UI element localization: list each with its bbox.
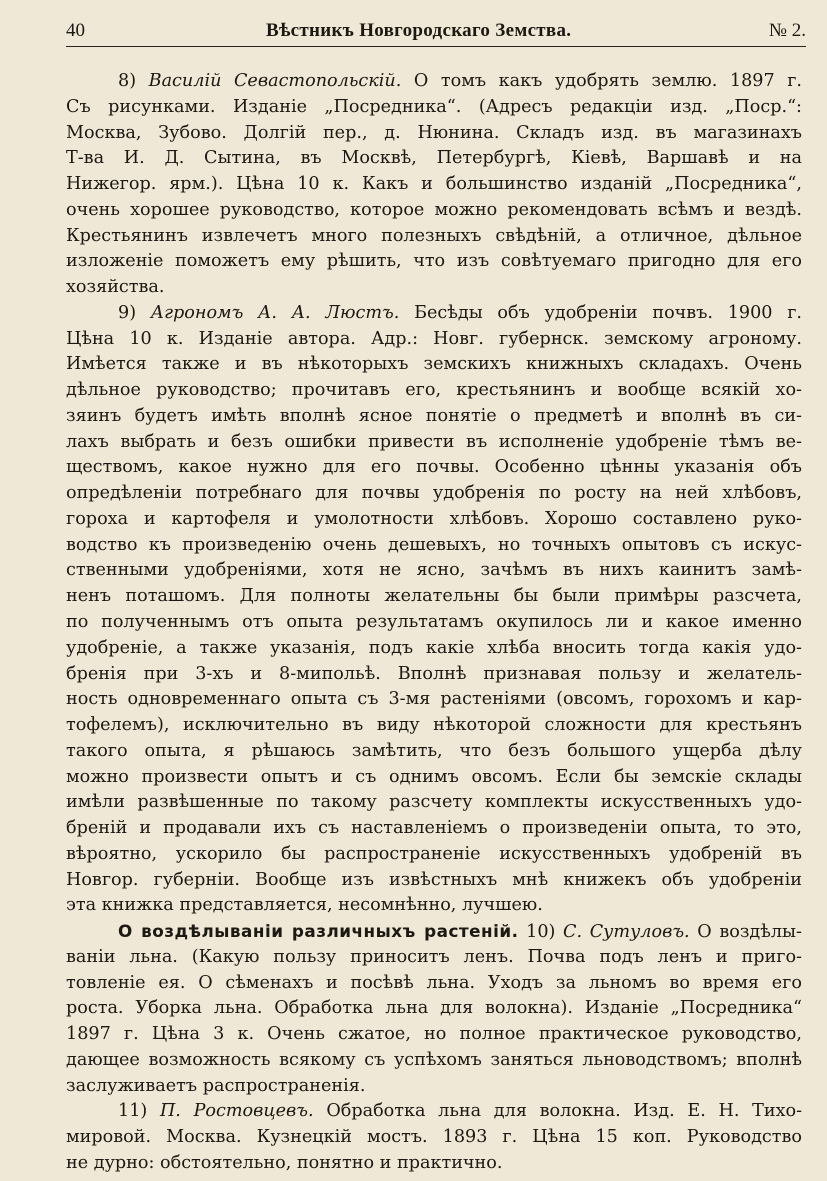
entry-9-line-6: лахъ выбрать и безъ ошибки привести въ исполненіе удобреніе тѣмъ ве- <box>66 431 802 452</box>
entry-10-line-2: ваніи льна. (Какую пользу приноситъ ленъ. Почва подъ ленъ и приго- <box>66 946 802 967</box>
journal-title: Вѣстникъ Новгородскаго Земства. <box>266 20 572 41</box>
entry-9-line-3: Имѣется также и въ нѣкоторыхъ земскихъ книжныхъ складахъ. Очень <box>66 354 802 375</box>
entry-9-author: Агрономъ А. А. Люстъ. <box>150 302 400 323</box>
entry-8-line-1: 8) Василій Севастопольскій. О томъ какъ удобрять землю. 1897 г. <box>118 71 802 91</box>
entry-9-line-24: эта книжка представляется, несомнѣнно, лучшею. <box>66 895 543 916</box>
issue-number: № 2. <box>768 20 806 41</box>
entry-9-line-2: Цѣна 10 к. Изданіе автора. Адр.: Новг. губернск. земскому агроному. <box>66 328 802 349</box>
running-header <box>66 20 806 46</box>
entry-9-line-19: можно произвести опытъ и съ однимъ овсомъ. Если бы земскіе склады <box>66 766 802 787</box>
section-heading: О воздѣлываніи различныхъ растеній. <box>118 921 519 942</box>
entry-9-line-23: Новгор. губерніи. Вообще изъ извѣстныхъ мнѣ книжекъ объ удобреніи <box>66 869 802 890</box>
entry-10-line-6: дающее возможность всякому съ успѣхомъ заняться льноводствомъ; вполнѣ <box>66 1049 802 1070</box>
entry-9-line-21: бреній и продавали ихъ съ наставленіемъ о произведеніи опыта, то это, <box>66 818 802 839</box>
entry-11-author: П. Ростовцевъ. <box>159 1101 314 1122</box>
entry-10-line-5: 1897 г. Цѣна 3 к. Очень сжатое, но полное практическое руководство, <box>66 1024 802 1045</box>
entry-9-line-13: по полученнымъ отъ опыта результатамъ окупилось ли и какое именно <box>66 612 802 632</box>
entry-9-line-17: тофелемъ), исключительно въ виду нѣкоторой сложности для крестьянъ <box>66 715 802 736</box>
entry-9-line-14: удобреніе, а также указанія, подъ какіе хлѣба вносить тогда какія удо- <box>66 637 802 658</box>
entry-8-line-3: Москва, Зубово. Долгій пер., д. Нюнина. Складъ изд. въ магазинахъ <box>66 122 802 143</box>
entry-10-line-1: О воздѣлываніи различныхъ растеній. 10) С. Сутуловъ. О воздѣлы- <box>118 921 802 943</box>
entry-9-line-4: дѣльное руководство; прочитавъ его, крестьянинъ и вообще всякій хо- <box>66 380 802 401</box>
entry-9-line-1: 9) Агрономъ А. А. Люстъ. Бесѣды объ удобреніи почвъ. 1900 г. <box>118 302 802 323</box>
entry-9-line-15: бренія при 3-хъ и 8-мипольѣ. Вполнѣ признавая пользу и желатель- <box>66 663 802 684</box>
header-rule <box>66 46 806 47</box>
entry-11-line-2: мировой. Москва. Кузнецкій мостъ. 1893 г. Цѣна 15 коп. Руководство <box>66 1127 802 1148</box>
page-number: 40 <box>66 20 85 41</box>
entry-9-line-20: имѣли развѣшенные по такому разсчету комплекты искусственныхъ удо- <box>66 792 802 813</box>
entry-8-line-9: хозяйства. <box>66 277 165 298</box>
entry-9-line-7: ществомъ, какое нужно для его почвы. Особенно цѣнны указанія объ <box>66 457 802 478</box>
entry-10-line-3: товленіе ея. О сѣменахъ и посѣвѣ льна. Уходъ за льномъ во время его <box>66 972 802 993</box>
entry-9-line-16: ность одновременнаго опыта съ 3-мя растеніями (овсомъ, горохомъ и кар- <box>66 689 802 710</box>
entry-9-line-10: водство къ произведенію очень дешевыхъ, но точныхъ опытовъ съ искус- <box>66 534 802 555</box>
entry-10-author: С. Сутуловъ. <box>563 922 690 943</box>
entry-8-line-2: Съ рисунками. Изданіе „Посредника“. (Адресъ редакціи изд. „Поср.“: <box>66 96 802 117</box>
entry-9-line-11: ственными удобреніями, хотя не ясно, зачѣмъ въ нихъ каинитъ замѣ- <box>66 560 802 581</box>
entry-8-line-7: Крестьянинъ извлечетъ много полезныхъ свѣдѣній, а отличное, дѣльное <box>66 225 802 246</box>
entry-8-line-4: Т-ва И. Д. Сытина, въ Москвѣ, Петербургѣ, Кіевѣ, Варшавѣ и на <box>66 148 802 169</box>
entry-8-line-8: изложеніе поможетъ ему рѣшить, что изъ совѣтуемаго пригодно для его <box>66 251 802 272</box>
entry-9-line-22: вѣроятно, ускорило бы распространеніе искусственныхъ удобреній въ <box>66 843 802 864</box>
entry-11-line-3: не дурно: обстоятельно, понятно и практично. <box>66 1153 503 1173</box>
entry-10-line-7: заслуживаетъ распространенія. <box>66 1075 366 1096</box>
entry-10-line-4: роста. Уборка льна. Обработка льна для волокна). Изданіе „Посредника“ <box>66 998 802 1019</box>
entry-9-line-12: ненъ поташомъ. Для полноты желательны бы были примѣры разсчета, <box>66 586 802 607</box>
entry-9-line-9: гороха и картофеля и умолотности хлѣбовъ. Хорошо составлено руко- <box>66 508 802 529</box>
entry-8-line-5: Нижегор. ярм.). Цѣна 10 к. Какъ и большинство изданій „Посредника“, <box>66 174 802 195</box>
entry-9-line-18: такого опыта, я рѣшаюсь замѣтить, что безъ большого ущерба дѣлу <box>66 740 802 761</box>
entry-8-author: Василій Севастопольскій. <box>148 71 402 91</box>
entry-11-line-1: 11) П. Ростовцевъ. Обработка льна для волокна. Изд. Е. Н. Тихо- <box>118 1101 802 1122</box>
entry-9-line-5: зяинъ будетъ имѣть вполнѣ ясное понятіе о предметѣ и вполнѣ въ си- <box>66 405 802 426</box>
entry-8-line-6: очень хорошее руководство, которое можно рекомендовать всѣмъ и вездѣ. <box>66 199 802 220</box>
entry-9-line-8: опредѣленіи потребнаго для почвы удобренія по росту на ней хлѣбовъ, <box>66 483 802 504</box>
